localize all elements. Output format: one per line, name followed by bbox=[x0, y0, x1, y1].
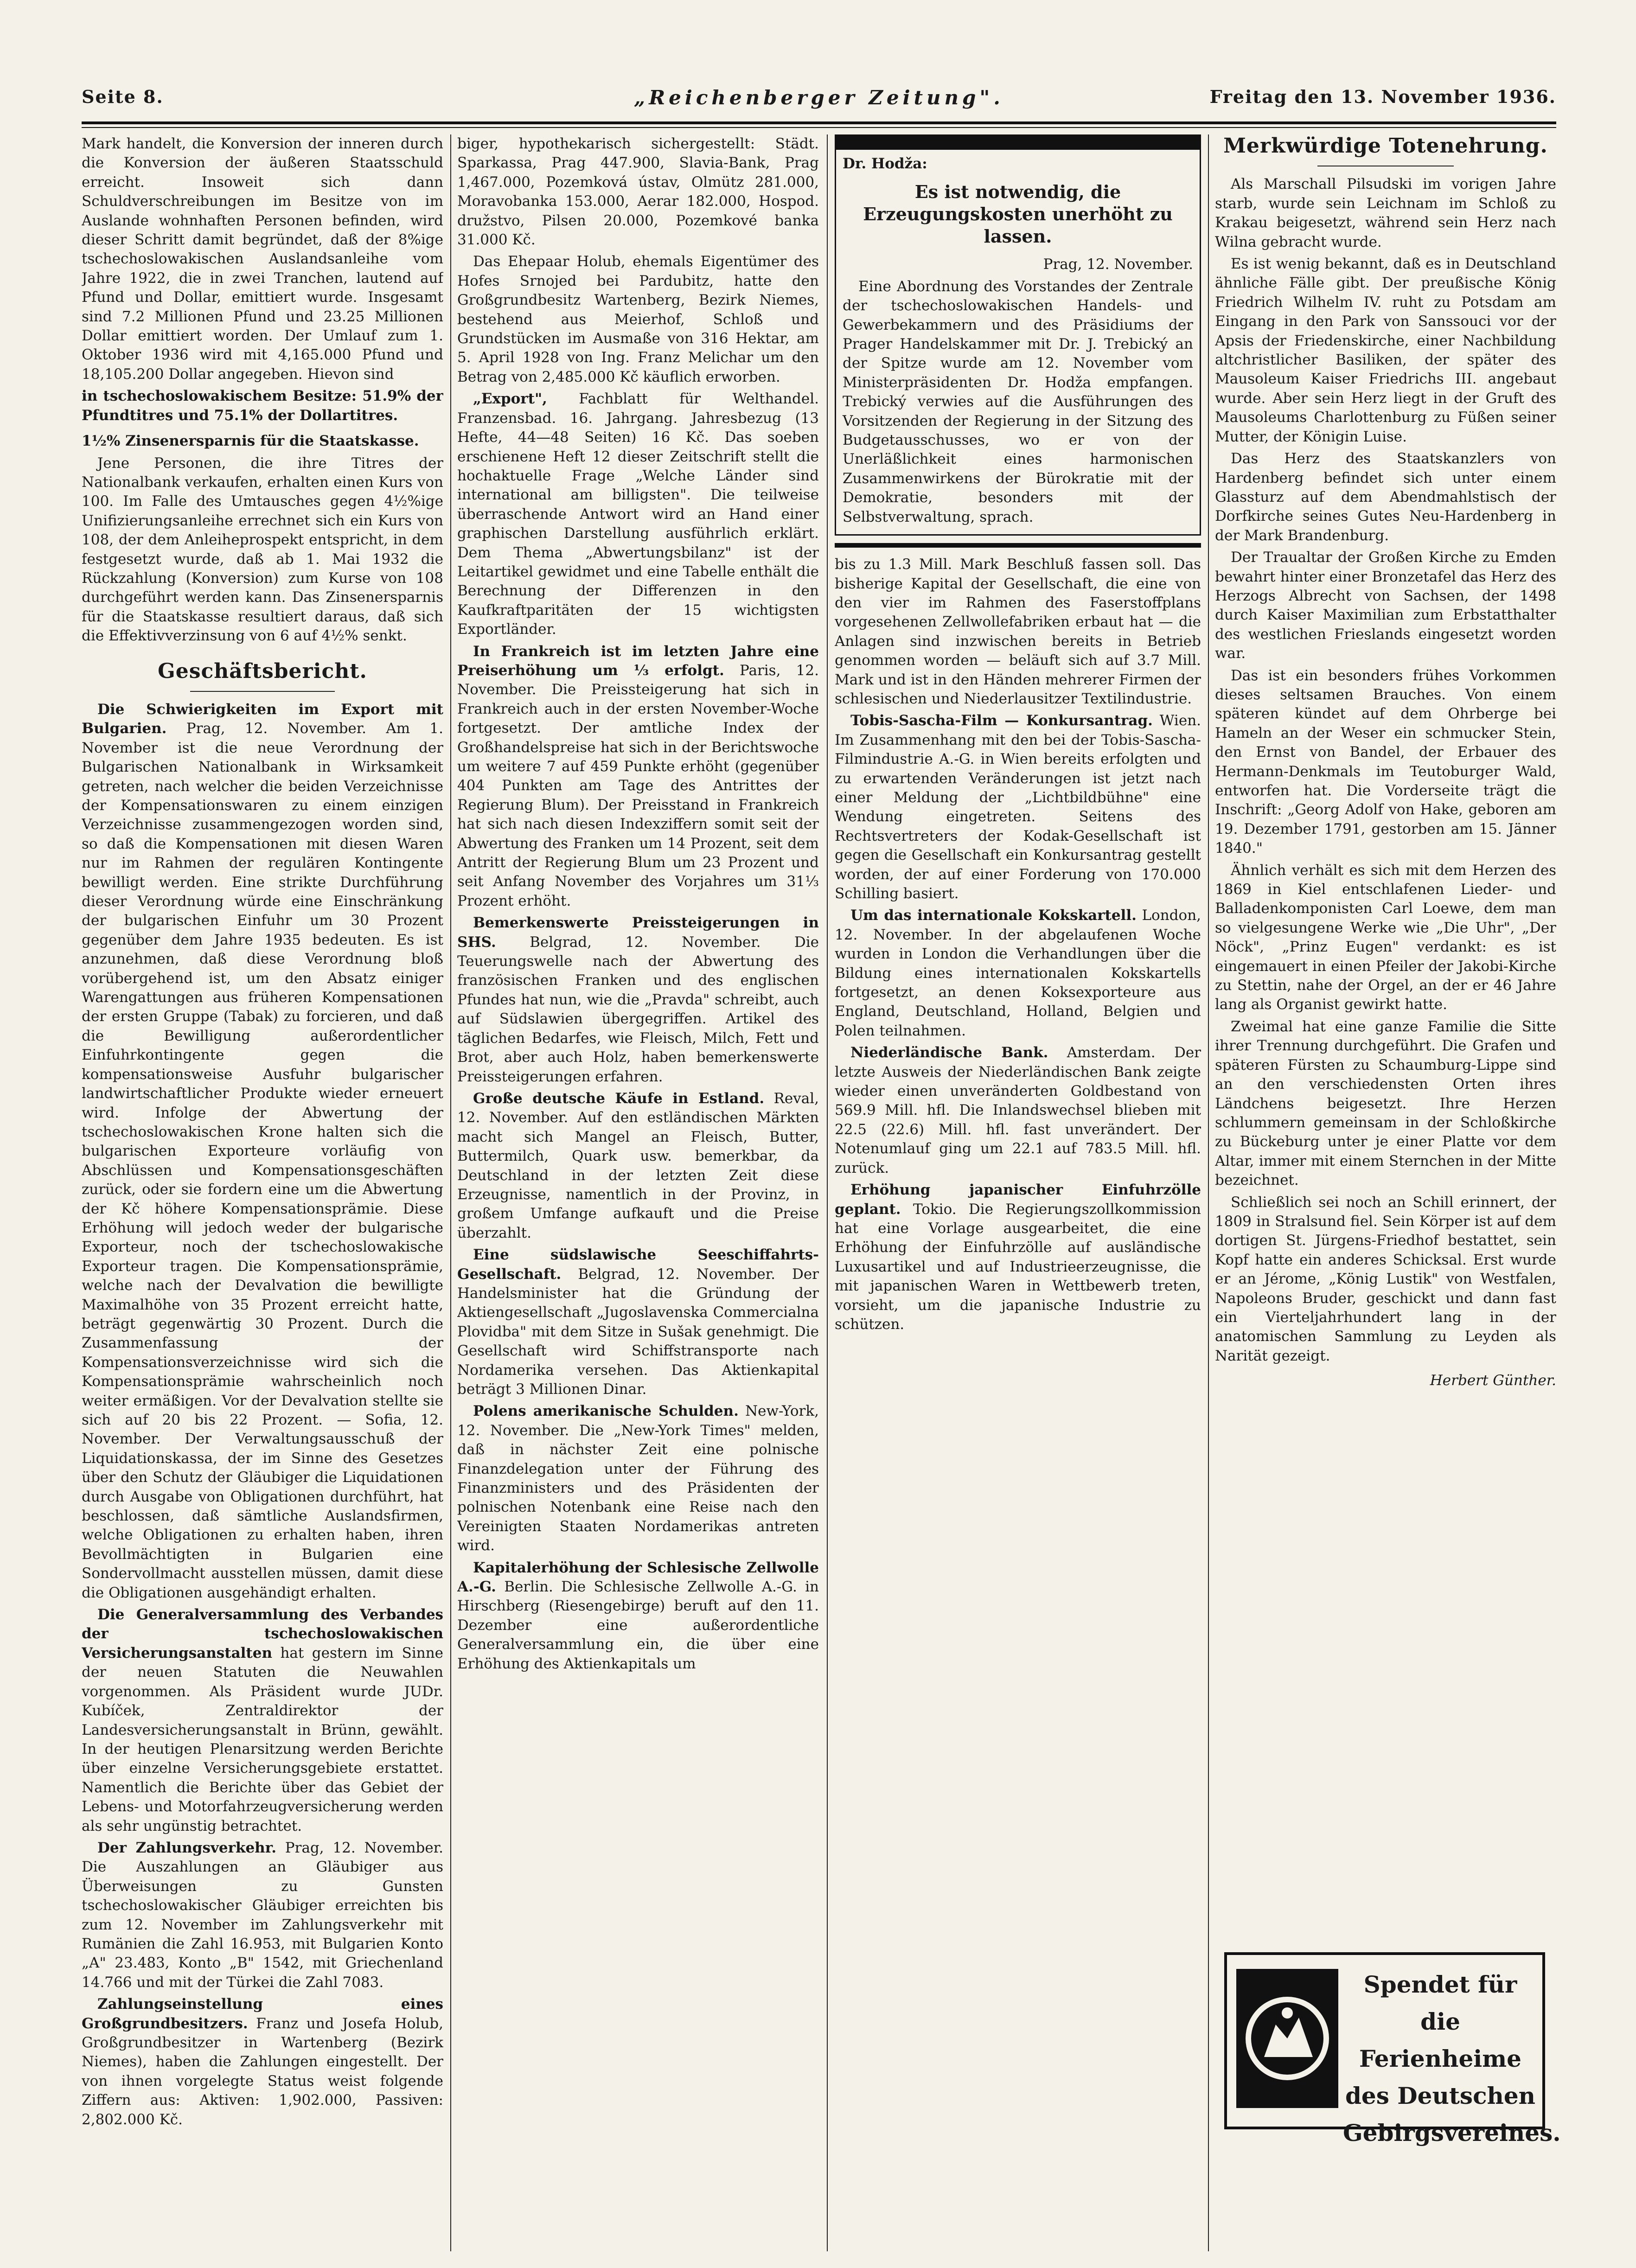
page-header bbox=[82, 86, 1556, 119]
column-divider bbox=[450, 134, 451, 2251]
advertisement-box bbox=[1224, 1952, 1561, 2147]
article-paragraph: Der Traualtar der Großen Kirche zu Emden bewahrt hinter einer Bronzetafel das Herz des Herzogs Albrecht von Sachsen, der 1498 durch Kaiser Maximilian zum Erbstatthalter des westlichen Frieslands eingesetzt worden war. bbox=[1215, 549, 1556, 662]
news-body: Paris, 12. November. Die Preissteigerung hat sich in Frankreich auch in der ersten November-Woche fortgesetzt. Der amtliche Index der Großhandelspreise hat sich in der Berichtswoche um weitere 7 auf 459 Punkte erhöht (gegenüber 404 Punkten am Tage des Antrittes der Regierung Blum). Der Preisstand in Frankreich hat sich nach diesen Indexziffern somit seit der Abwertung des Franken um 14 Prozent, seit dem Antritt der Regierung Blum um 23 Prozent und seit Anfang November des Vorjahres um 31⅓ Prozent erhöht. bbox=[457, 662, 819, 909]
subheading: 1½% Zinsenersparnis für die Staatskasse. bbox=[82, 433, 419, 450]
article-paragraph: biger, hypothekarisch sichergestellt: Städt. Sparkassa, Prag 447.900, Slavia-Bank, Prag 1,467.000, Pozemková ústav, Olmütz 281.000, Moravobanka 153.000, Aerar 182.000, Hospod. družstvo, Pilsen 20.000, Pozemkové banka 31.000 Kč. bbox=[457, 135, 819, 249]
issue-date: Freitag den 13. November 1936. bbox=[1209, 86, 1556, 107]
column-divider bbox=[827, 134, 828, 2251]
column-2 bbox=[457, 134, 819, 2251]
news-headline: Erhöhung japanischer Einfuhrzölle geplant. bbox=[835, 1182, 1201, 1218]
news-headline: Niederländische Bank. bbox=[850, 1044, 1048, 1061]
news-headline: Um das internationale Kokskartell. bbox=[850, 907, 1137, 924]
newspaper-name: „Reichenberger Zeitung". bbox=[634, 86, 1004, 109]
ad-line: Spendet für die bbox=[1363, 1971, 1517, 2035]
news-body: Amsterdam. Der letzte Ausweis der Niederländischen Bank zeigte wieder einen unveränderten Goldbestand von 569.9 Mill. hfl. Die Inlandswechsel blieben mit 22.5 (22.6) Mill. hfl. fast unverändert. Der Notenumlauf ging um 22.1 auf 783.5 Mill. hfl. zurück. bbox=[835, 1044, 1201, 1176]
article-paragraph: in tschechoslowakischem Besitze: 51.9% der Pfundtitres und 75.1% der Dollartitres. bbox=[82, 388, 443, 424]
article-paragraph: Das Ehepaar Holub, ehemals Eigentümer des Hofes Srnojed bei Pardubitz, hatte den Großgrundbesitz Wartenberg, Bezirk Niemes, bestehend aus Meierhof, Schloß und Grundstücken im Ausmaße von 316 Hektar, am 5. April 1928 von Ing. Franz Melichar um den Betrag von 2,485.000 Kč käuflich erworben. bbox=[457, 253, 819, 385]
page-number: Seite 8. bbox=[82, 86, 164, 107]
article-paragraph: Es ist wenig bekannt, daß es in Deutschland ähnliche Fälle gibt. Der preußische König Friedrich Wilhelm IV. ruht zu Potsdam am Eingang in den Park von Sanssouci vor der Apsis der Friedenskirche, einer Nachbildung altchristlicher Basiliken, der später des Mausoleum Kaiser Friedrichs III. angebaut wurde. Aber sein Herz liegt in der Gruft des Mausoleums Charlottenburg zu Füßen seiner Mutter, der Königin Luise. bbox=[1215, 256, 1556, 445]
ad-line: des Deutschen bbox=[1345, 2082, 1536, 2109]
news-body: Wien. Im Zusammenhang mit den bei der Tobis-Sascha-Filmindustrie A.-G. in Wien bereits erfolgten und zu erwartenden Veränderungen ist jetzt nach einer Meldung der „Lichtbildbühne" eine Wendung eingetreten. Seitens des Rechtsvertreters der Kodak-Gesellschaft ist gegen die Gesellschaft ein Konkursantrag gestellt worden, der auf einer Forderung von 170.000 Schilling basiert. bbox=[835, 712, 1201, 902]
box-top-bar bbox=[836, 136, 1200, 150]
news-body: Franz und Josefa Holub, Großgrundbesitzer in Wartenberg (Bezirk Niemes), haben die Zahlungen eingestellt. Der von ihnen vorgelegte Status weist folgende Ziffern aus: Aktiven: 1,902.000, Passiven: 2,802.000 Kč. bbox=[82, 2015, 443, 2128]
news-body: Fachblatt für Welthandel. Franzensbad. 16. Jahrgang. Jahresbezug (13 Hefte, 44—48 Seiten) 16 Kč. Das soeben erschienene Heft 12 dieser Zeitschrift stellt die hochaktuelle Frage „Welche Länder sind international am billigsten". Die teilweise überraschende Antwort wird an Hand einer graphischen Darstellung ausführlich erklärt. Dem Thema „Abwertungsbilanz" ist der Leitartikel gewidmet und eine Tabelle enthält die Berechnung der Differenzen in den Kaufkraftparitäten der 15 wichtigsten Exportländer. bbox=[457, 390, 819, 638]
header-rule bbox=[82, 121, 1556, 124]
news-body: Belgrad, 12. November. Die Teuerungswelle nach der Abwertung des französischen Franken und des englischen Pfundes hat nun, wie die „Pravda" schreibt, auch auf Südslawien übergegriffen. Artikel des täglichen Bedarfes, wie Fleisch, Milch, Fett und Brot, aber auch Holz, haben bemerkenswerte Preissteigerungen erfahren. bbox=[457, 933, 819, 1085]
article-paragraph: Mark handelt, die Konversion der inneren durch die Konversion der äußeren Staatsschuld erreicht. Insoweit sich dann Schuldverschreibungen im Besitze von im Auslande wohnhaften Personen befinden, wird dieser Schritt damit begründet, daß der 8%ige tschechoslowakischen Auslandsanleihe vom Jahre 1922, die in zwei Tranchen, lautend auf Pfund und Dollar, emittiert wurde. Insgesamt sind 7.2 Millionen Pfund und 23.25 Millionen Dollar emittiert worden. Der Umlauf zum 1. Oktober 1936 wird mit 4,165.000 Pfund und 18,105.200 Dollar angegeben. Hievon sind bbox=[82, 135, 443, 383]
news-headline: In Frankreich ist im letzten Jahre eine Preiserhöhung um ⅓ erfolgt. bbox=[457, 643, 819, 679]
divider bbox=[835, 543, 1201, 548]
news-body: Tokio. Die Regierungszollkommission hat eine Vorlage ausgearbeitet, die eine Erhöhung der Einfuhrzölle auf ausländische Luxusartikel und auf Industrieerzeugnisse, die mit japanischen Waren in Wettbewerb treten, vorsieht, um die japanische Industrie zu schützen. bbox=[835, 1201, 1201, 1333]
box-headline: Es ist notwendig, die Erzeugungskosten unerhöht zu lassen. bbox=[863, 181, 1173, 247]
news-body: hat gestern im Sinne der neuen Statuten die Neuwahlen vorgenommen. Als Präsident wurde JUDr. Kubíček, Zentraldirektor der Landesversicherungsanstalt in Brünn, gewählt. In der heutigen Plenarsitzung werden Berichte über einzelne Versicherungsgebiete erstattet. Namentlich die Berichte über das Gebiet der Lebens- und Motorfahrzeugversicherung werden als sehr ungünstig betrachtet. bbox=[82, 1644, 443, 1834]
article-paragraph: Als Marschall Pilsudski im vorigen Jahre starb, wurde sein Leichnam im Schloß zu Krakau beigesetzt, während sein Herz nach Wilna gebracht wurde. bbox=[1215, 176, 1556, 250]
article-paragraph: Ähnlich verhält es sich mit dem Herzen des 1869 in Kiel entschlafenen Lieder- und Balladenkomponisten Carl Loewe, dem man so vielgesungene Werke wie „Die Uhr", „Der Nöck", „Prinz Eugen" verdankt: es ist eingemauert in einen Pfeiler der Jakobi-Kirche zu Stettin, nahe der Orgel, an der er 46 Jahre lang als Organist gewirkt hatte. bbox=[1215, 862, 1556, 1013]
box-dateline: Prag, 12. November. bbox=[1043, 256, 1193, 273]
divider bbox=[190, 691, 335, 692]
news-body: New-York, 12. November. Die „New-York Times" melden, daß in nächster Zeit eine polnische Finanzdelegation unter der Führung des Finanzministers und des Präsidenten der polnischen Notenbank eine Reise nach den Vereinigten Staaten Nordamerikas antreten wird. bbox=[457, 1403, 819, 1554]
news-headline: Der Zahlungsverkehr. bbox=[97, 1839, 276, 1856]
news-body: Reval, 12. November. Auf den estländischen Märkten macht sich Mangel an Fleisch, Butter, Buttermilch, Quark usw. bemerkbar, da Deutschland in der letzten Zeit diese Erzeugnisse, namentlich in der Provinz, in großem Umfange aufkauft und die Preise überzahlt. bbox=[457, 1090, 819, 1241]
news-headline: Eine südslawische Seeschiffahrts-Gesellschaft. bbox=[457, 1246, 819, 1283]
column-3 bbox=[835, 134, 1201, 2251]
news-body: Berlin. Die Schlesische Zellwolle A.-G. in Hirschberg (Riesengebirge) beruft auf den 11. Dezember eine außerordentliche Generalversammlung ein, die über eine Erhöhung des Aktienkapitals um bbox=[457, 1578, 819, 1672]
news-headline: Die Schwierigkeiten im Export mit Bulgarien. bbox=[82, 701, 443, 737]
article-paragraph: Das Herz des Staatskanzlers von Hardenberg befindet sich unter einem Glassturz auf dem Abendmahlstisch der Dorfkirche seines Gutes Neu-Hardenberg in der Mark Brandenburg. bbox=[1215, 450, 1556, 544]
article-paragraph: Jene Personen, die ihre Titres der Nationalbank verkaufen, erhalten einen Kurs von 100. Im Falle des Umtausches gegen 4½%ige Unifizierungsanleihe errechnet sich ein Kurs von 108, der dem Anleiheprospekt entspricht, in dem festgesetzt wurde, daß ab 1. Mai 1932 die Rückzahlung (Konversion) zum Kurse von 108 durchgeführt werden kann. Das Zinsenersparnis für die Staatskasse resultiert daraus, daß sich die Effektivverzinsung von 6 auf 4½% senkt. bbox=[82, 454, 443, 645]
feature-title: Merkwürdige Totenehrung. bbox=[1223, 134, 1548, 158]
article-paragraph: Zweimal hat eine ganze Familie die Sitte ihrer Trennung durchgeführt. Die Grafen und späteren Fürsten zu Schaumburg-Lippe sind an den verschiedensten Orten ihres Ländchens beigesetzt. Ihre Herzen schlummern gemeinsam in der Schloßkirche zu Bückeburg unter je einer Platte vor dem Altar, immer mit einem Sternchen in der Mitte bezeichnet. bbox=[1215, 1018, 1556, 1189]
article-paragraph: Das ist ein besonders frühes Vorkommen dieses seltsamen Brauches. Von einem späteren kündet auf dem Ohrberge bei Hameln an der Weser ein schmucker Stein, den Ernst von Bandel, der Erbauer des Hermann-Denkmals im Teutoburger Wald, entworfen hat. Die Vorderseite trägt die Inschrift: „Georg Adolf von Hake, geboren am 19. Dezember 1791, gestorben am 15. Jänner 1840." bbox=[1215, 667, 1556, 857]
article-paragraph: Schließlich sei noch an Schill erinnert, der 1809 in Stralsund fiel. Sein Körper ist auf dem dortigen St. Jürgens-Friedhof bestattet, sein Kopf hatte ein anderes Schicksal. Erst wurde er an Jérome, „König Lustik" von Westfalen, Napoleons Bruder, geschickt und dann fast ein Vierteljahrhundert lang in der anatomischen Sammlung zu Leyden als Narität gezeigt. bbox=[1215, 1194, 1556, 1364]
section-heading: Geschäftsbericht. bbox=[158, 659, 367, 683]
ad-line: Gebirgsvereines. bbox=[1343, 2119, 1561, 2147]
advertisement-text bbox=[1343, 1966, 1561, 2152]
column-4 bbox=[1215, 134, 1561, 2251]
news-headline: Die Generalversammlung des Verbandes der tschechoslowakischen Versicherungsanstalten bbox=[82, 1606, 443, 1661]
author-signature: Herbert Günther. bbox=[1430, 1372, 1556, 1389]
box-kicker: Dr. Hodža: bbox=[843, 155, 927, 172]
boxed-article bbox=[835, 134, 1201, 536]
box-paragraph: Eine Abordnung des Vorstandes der Zentrale der tschechoslowakischen Handels- und Gewerbekammern und des Präsidiums der Prager Handelskammer mit Dr. J. Trebický an der Spitze wurde am 12. November vom Ministerpräsidenten Dr. Hodža empfangen. Trebický verwies auf die Ausführungen des Vorsitzenden der Regierung in der Sitzung des Budgetausschusses, wo er von der Unerläßlichkeit eines harmonischen Zusammenwirkens der Bürokratie mit der Demokratie, besonders mit der Selbstverwaltung, sprach. bbox=[843, 278, 1193, 525]
news-headline: Große deutsche Käufe in Estland. bbox=[473, 1090, 765, 1107]
header-rule-thin bbox=[82, 127, 1556, 128]
article-paragraph: bis zu 1.3 Mill. Mark Beschluß fassen soll. Das bisherige Kapital der Gesellschaft, die eine von den vier im Rahmen des Faserstoffplans vorgesehenen Zellwollefabriken erbaut hat — die Anlagen sind inzwischen bereits in Betrieb genommen worden — beläuft sich auf 3.7 Mill. Mark und ist in den Händen mehrerer Firmen der schlesischen und Niederlausitzer Textilindustrie. bbox=[835, 556, 1201, 707]
news-body: Belgrad, 12. November. Der Handelsminister hat die Gründung der Aktiengesellschaft „Jugoslavenska Commercialna Plovidba" mit dem Sitze in Sušak genehmigt. Die Gesellschaft wird Schiffstransporte nach Nordamerika versehen. Das Aktienkapital beträgt 3 Millionen Dinar. bbox=[457, 1265, 819, 1398]
ad-line: Ferienheime bbox=[1359, 2045, 1521, 2072]
news-body: Prag, 12. November. Die Auszahlungen an Gläubiger aus Überweisungen zu Gunsten tschechoslowakischer Gläubiger erreichten bis zum 12. November im Zahlungsverkehr mit Rumänien die Zahl 16.953, mit Bulgarien Konto „A" 23.483, Konto „B" 1542, mit Griechenland 14.766 und mit der Türkei die Zahl 7083. bbox=[82, 1839, 443, 1991]
news-body: London, 12. November. In der abgelaufenen Woche wurden in London die Verhandlungen über die Bildung eines internationalen Kokskartells fortgesetzt, an denen Koksexporteure aus England, Deutschland, Holland, Belgien und Polen teilnahmen. bbox=[835, 907, 1201, 1039]
news-headline: Zahlungseinstellung eines Großgrundbesitzers. bbox=[82, 1996, 443, 2032]
column-divider bbox=[1208, 134, 1209, 2251]
column-1 bbox=[82, 134, 443, 2251]
news-headline: „Export", bbox=[473, 390, 547, 408]
news-headline: Kapitalerhöhung der Schlesische Zellwolle A.-G. bbox=[457, 1559, 819, 1596]
news-headline: Bemerkenswerte Preissteigerungen in SHS. bbox=[457, 914, 819, 951]
emblem-icon bbox=[1236, 1969, 1338, 2108]
news-headline: Tobis-Sascha-Film — Konkursantrag. bbox=[850, 712, 1153, 729]
news-headline: Polens amerikanische Schulden. bbox=[473, 1403, 739, 1420]
news-body: Prag, 12. November. Am 1. November ist die neue Verordnung der Bulgarischen Nationalbank in Wirksamkeit getreten, nach welcher die beiden Verzeichnisse der Kompensationswaren zu einem einzigen Verzeichnisse zusammengezogen worden sind, so daß die Kompensationen mit diesen Waren nur im Rahmen der regulären Kontingente bewilligt werden. Eine strikte Durchführung dieser Verordnung würde eine Einschränkung der bulgarischen Einfuhr um 30 Prozent gegenüber dem Jahre 1935 bedeuten. Es ist anzunehmen, daß diese Verordnung bloß vorübergehend ist, um den Absatz einiger Warengattungen aus früheren Kompensationen der ersten Gruppe (Tabak) zu forcieren, und daß die Bewilligung außerordentlicher Einfuhrkontingente gegen die kompensationsweise Ausfuhr bulgarischer landwirtschaftlicher Produkte wieder erneuert wird. Infolge der Abwertung der tschechoslowakischen Krone halten sich die bulgarischen Exporteure vorläufig von Abschlüssen und Kompensationsgeschäften zurück, oder sie fordern eine um die Abwertung der Kč höhere Kompensationsprämie. Diese Erhöhung will jedoch weder der bulgarische Exporteur, noch der tschechoslowakische Exporteur tragen. Die Kompensationsprämie, welche nach der Devalvation die bewilligte Maximalhöhe von 35 Prozent erreicht hatte, beträgt gegenwärtig 30 Prozent. Durch die Zusammenfassung der Kompensationsverzeichnisse wird sich die Kompensationsprämie wahrscheinlich noch weiter ermäßigen. Vor der Devalvation stellte sie sich auf 20 bis 22 Prozent. — Sofia, 12. November. Der Verwaltungsausschuß der Liquidationskassa, der im Sinne des Gesetzes über den Schutz der Gläubiger die Liquidationen durch Ausgabe von Obligationen durchführt, hat beschlossen, daß sämtliche Auslandsfirmen, welche Obligationen zu erhalten haben, ihren Bevollmächtigten in Bulgarien eine Sondervollmacht ausstellen müssen, damit diese die Obligationen ausgehändigt erhalten. bbox=[82, 720, 443, 1601]
